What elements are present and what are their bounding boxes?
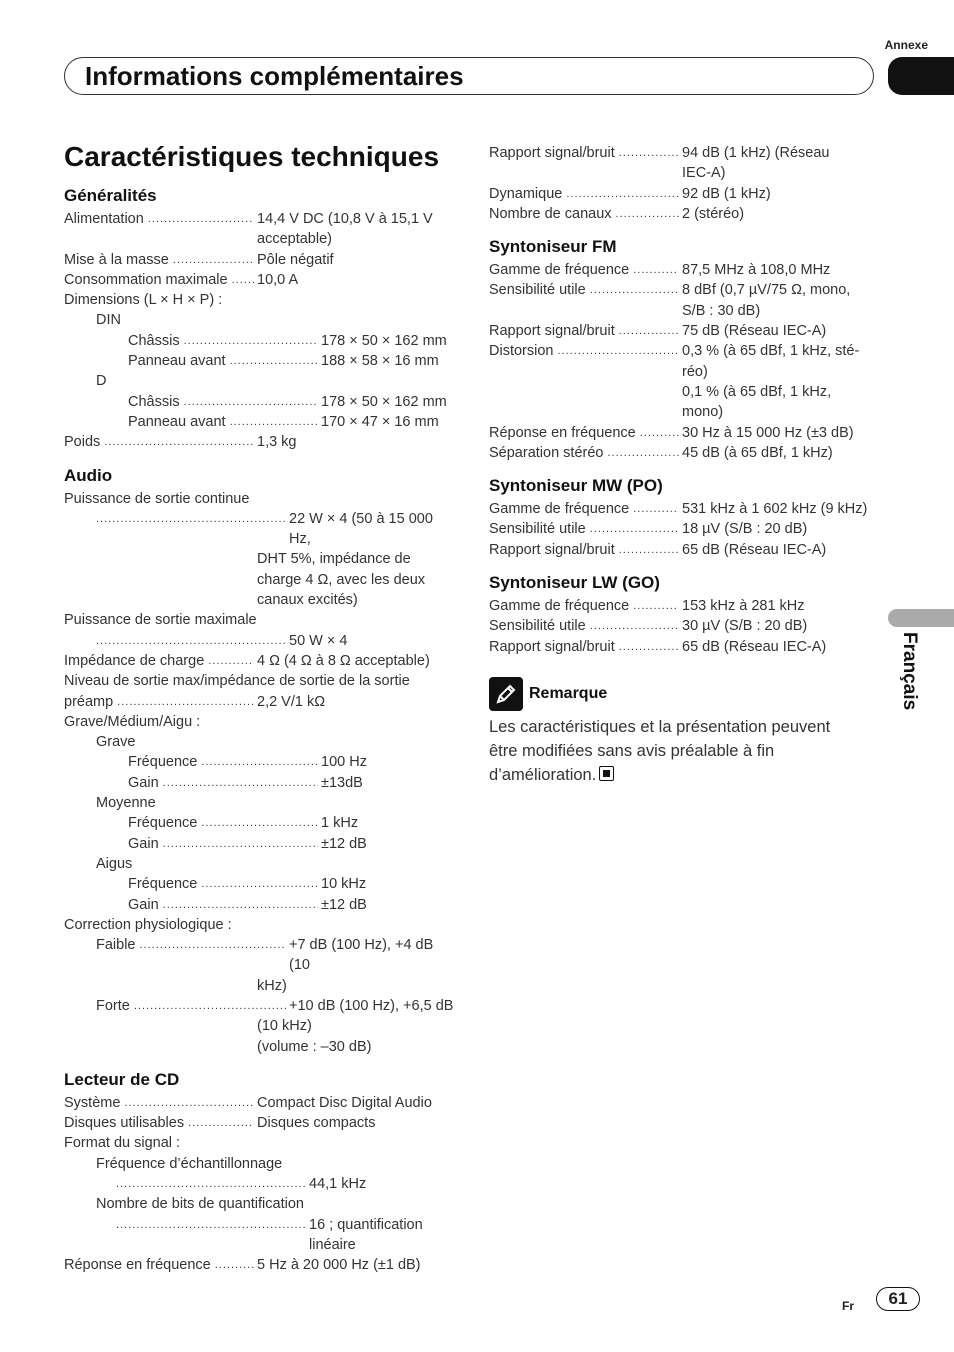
end-mark-icon: [599, 766, 614, 781]
spec-row: Mise à la masse ..... Pôle négatif: [64, 250, 454, 270]
header-tab-marker: [888, 57, 954, 95]
spec-row: Fréquence ..... 10 kHz: [64, 874, 454, 894]
language-tab-label: Français: [899, 632, 920, 711]
spec-label: Puissance de sortie continue: [64, 490, 250, 507]
spec-sublabel: Grave: [96, 734, 136, 751]
spec-sublabel: DIN: [96, 312, 121, 329]
spec-row: Gain ..... ±12 dB: [64, 834, 454, 854]
page-number: 61: [876, 1287, 920, 1311]
spec-row: Gain ..... ±13dB: [64, 773, 454, 793]
spec-sublabel: Nombre de bits de quantification: [96, 1196, 304, 1213]
spec-row: Gain ..... ±12 dB: [64, 895, 454, 915]
spec-row: Disques utilisables ..... Disques compacts: [64, 1113, 454, 1133]
note-text: Les caractéristiques et la présentation peuvent être modifiées sans avis préalable à fin d’amélioration.: [489, 717, 831, 784]
spec-sublabel: D: [96, 373, 107, 390]
spec-row: Fréquence ..... 1 kHz: [64, 813, 454, 833]
spec-row: Alimentation ..... 14,4 V DC (10,8 V à 15,1 V: [64, 209, 454, 229]
spec-row-cont: DHT 5%, impédance de: [257, 551, 411, 568]
spec-row-cont: S/B : 30 dB): [682, 302, 761, 319]
spec-row: Châssis ..... 178 × 50 × 162 mm: [64, 392, 454, 412]
spec-label: Dimensions (L × H × P) :: [64, 292, 223, 309]
spec-row-cont: réo): [682, 363, 708, 380]
header-title: Informations complémentaires: [85, 61, 464, 91]
spec-row: Rapport signal/bruit ..... 65 dB (Réseau IEC-A): [489, 637, 879, 657]
spec-row: Système ..... Compact Disc Digital Audio: [64, 1093, 454, 1113]
spec-label: Format du signal :: [64, 1135, 181, 1152]
spec-row: ..... 16 ; quantification linéaire: [64, 1215, 454, 1256]
spec-row: Gamme de fréquence ..... 531 kHz à 1 602 kHz (9 kHz): [489, 499, 879, 519]
spec-row: Sensibilité utile ..... 30 µV (S/B : 20 dB): [489, 616, 879, 636]
pencil-note-icon: [489, 677, 523, 711]
right-column: [489, 143, 879, 787]
section-heading-cd: Lecteur de CD: [64, 1069, 180, 1089]
spec-row: Châssis ..... 178 × 50 × 162 mm: [64, 331, 454, 351]
note-label: Remarque: [529, 684, 608, 702]
spec-row: Rapport signal/bruit ..... 65 dB (Réseau IEC-A): [489, 540, 879, 560]
spec-row: Réponse en fréquence ..... 5 Hz à 20 000 Hz (±1 dB): [64, 1255, 454, 1275]
spec-row-cont: 0,1 % (à 65 dBf, 1 kHz,: [682, 383, 832, 400]
spec-row: Fréquence ..... 100 Hz: [64, 752, 454, 772]
spec-row: Forte ..... +10 dB (100 Hz), +6,5 dB: [64, 996, 454, 1016]
section-heading-fm: Syntoniseur FM: [489, 237, 617, 257]
spec-row: Dynamique ..... 92 dB (1 kHz): [489, 184, 879, 204]
spec-row: Poids ..... 1,3 kg: [64, 432, 454, 452]
spec-label: Niveau de sortie max/impédance de sortie de la sortie: [64, 673, 410, 690]
spec-row: Séparation stéréo ..... 45 dB (à 65 dBf, 1 kHz): [489, 443, 879, 463]
spec-row: ..... 44,1 kHz: [64, 1174, 454, 1194]
spec-row-cont: kHz): [257, 977, 287, 994]
spec-row: Panneau avant ..... 170 × 47 × 16 mm: [64, 412, 454, 432]
spec-label: Grave/Médium/Aigu :: [64, 713, 201, 730]
spec-sublabel: Fréquence d’échantillonnage: [96, 1155, 283, 1172]
spec-row: Sensibilité utile ..... 18 µV (S/B : 20 dB): [489, 519, 879, 539]
language-tab-marker: [888, 609, 954, 627]
spec-row: Panneau avant ..... 188 × 58 × 16 mm: [64, 351, 454, 371]
spec-row: Gamme de fréquence ..... 87,5 MHz à 108,0 MHz: [489, 260, 879, 280]
spec-row-cont: IEC-A): [682, 165, 726, 182]
spec-row: Distorsion ..... 0,3 % (à 65 dBf, 1 kHz, sté-: [489, 341, 879, 361]
section-heading-mw: Syntoniseur MW (PO): [489, 476, 663, 496]
spec-row: Impédance de charge ..... 4 Ω (4 Ω à 8 Ω acceptable): [64, 651, 454, 671]
header-banner: [64, 57, 874, 95]
spec-row-cont: (10 kHz): [257, 1018, 312, 1035]
spec-row-cont: charge 4 Ω, avec les deux: [257, 571, 426, 588]
footer-language: Fr: [842, 1299, 854, 1313]
spec-label: Puissance de sortie maximale: [64, 612, 257, 629]
spec-row-cont: acceptable): [257, 231, 332, 248]
spec-row: ..... 50 W × 4: [64, 631, 454, 651]
left-column: [64, 183, 454, 1276]
spec-sublabel: Moyenne: [96, 795, 156, 812]
spec-row: ..... 22 W × 4 (50 à 15 000 Hz,: [64, 509, 454, 550]
section-heading-generalites: Généralités: [64, 186, 157, 205]
spec-sublabel: Aigus: [96, 855, 133, 872]
section-heading-audio: Audio: [64, 465, 113, 485]
spec-row: Faible ..... +7 dB (100 Hz), +4 dB (10: [64, 935, 454, 976]
section-label: Annexe: [884, 38, 928, 52]
spec-row: préamp ..... 2,2 V/1 kΩ: [64, 692, 454, 712]
spec-row: Rapport signal/bruit ..... 94 dB (1 kHz) (Réseau: [489, 143, 879, 163]
spec-label: Correction physiologique :: [64, 916, 232, 933]
spec-row: Rapport signal/bruit ..... 75 dB (Réseau IEC-A): [489, 321, 879, 341]
note-header: [489, 677, 879, 711]
spec-row: Gamme de fréquence ..... 153 kHz à 281 kHz: [489, 596, 879, 616]
spec-row-cont: (volume : –30 dB): [257, 1038, 372, 1055]
spec-row-cont: mono): [682, 404, 724, 421]
spec-row-cont: canaux excités): [257, 592, 358, 609]
spec-row: Réponse en fréquence ..... 30 Hz à 15 000 Hz (±3 dB): [489, 423, 879, 443]
spec-row: Nombre de canaux ..... 2 (stéréo): [489, 204, 879, 224]
spec-row: Sensibilité utile ..... 8 dBf (0,7 µV/75 Ω, mono,: [489, 280, 879, 300]
page-title: Caractéristiques techniques: [64, 141, 440, 172]
section-heading-lw: Syntoniseur LW (GO): [489, 573, 660, 593]
spec-row: Consommation maximale ..... 10,0 A: [64, 270, 454, 290]
